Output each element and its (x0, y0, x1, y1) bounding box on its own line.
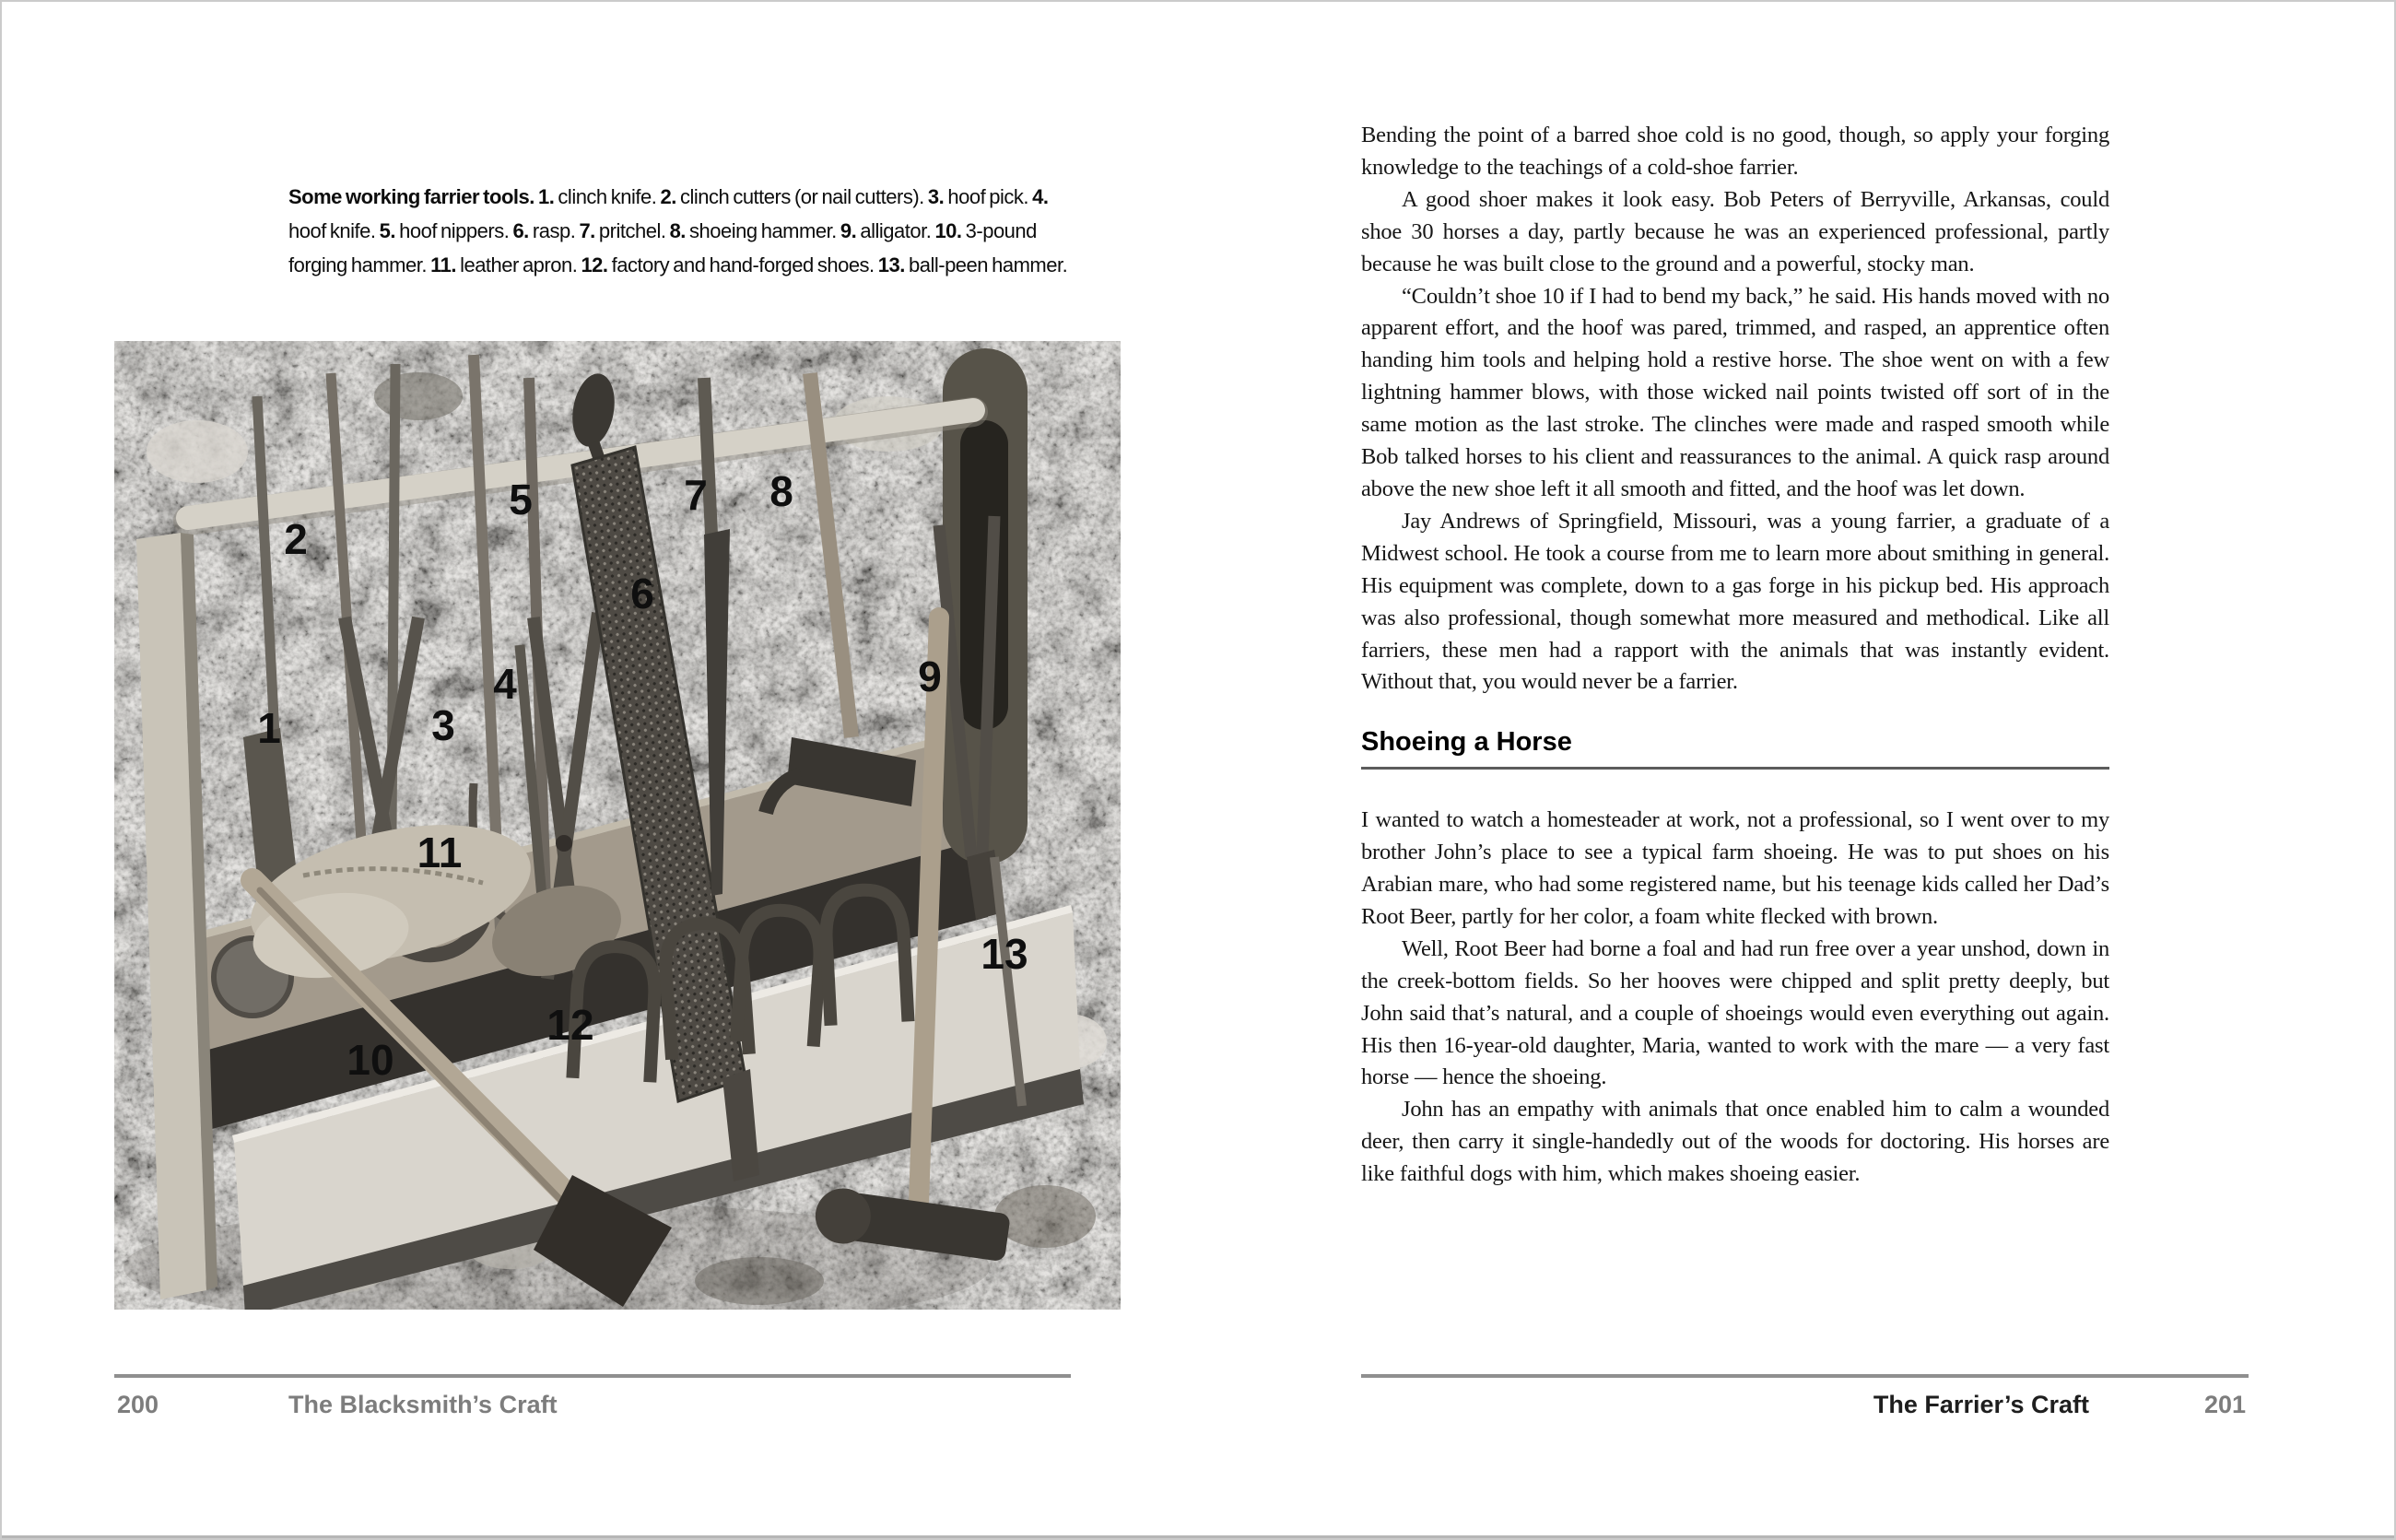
footer-rule-left (114, 1374, 1071, 1378)
caption-segment: factory and hand-forged shoes. (607, 253, 878, 276)
page-number-right: 201 (2203, 1391, 2246, 1418)
photo-label-7: 7 (684, 471, 708, 519)
photo-label-1: 1 (257, 704, 281, 752)
body-paragraph: I wanted to watch a homesteader at work, not a professional, so I went over to my brother John’s place to see a typical farm shoeing. He was to put shoes on his Arabian mare, who had some registered name, but his teenage kids called her Dad’s Root Beer, partly for her color, a foam white flecked with brown. (1361, 807, 2109, 929)
page-number-left: 200 (117, 1391, 159, 1418)
caption-bold-segment: 8. (669, 219, 686, 242)
caption-segment: leather apron. (455, 253, 581, 276)
caption-bold-segment: 9. (840, 219, 857, 242)
photo-label-5: 5 (509, 476, 533, 523)
caption-segment: alligator. (856, 219, 935, 242)
caption-segment: hoof nippers. (395, 219, 513, 242)
photo-caption (288, 180, 1074, 282)
photo-label-4: 4 (493, 660, 517, 708)
photo-label-12: 12 (546, 1001, 594, 1049)
caption-bold-segment: 10. (934, 219, 962, 242)
body-paragraph: “Couldn’t shoe 10 if I had to bend my back,” he said. His hands moved with no apparent effort, and the hoof was pared, trimmed, and rasped, an apprentice often handing him tools and helping hold a restive horse. The shoe went on with a few lightning hammer blows, with those wicked nail points twisted off sort of in the same motion as the last stroke. The clinches were made and rasped smooth while Bob talked horses to his client and reassurances to the animal. A quick rasp around above the new shoe left it all smooth and fitted, and the hoof was let down. (1361, 283, 2109, 501)
photo-label-13: 13 (981, 930, 1028, 978)
section-heading-rule (1361, 767, 2109, 770)
photo-label-11: 11 (417, 829, 463, 876)
caption-segment: clinch cutters (or nail cutters). (675, 185, 928, 208)
caption-segment: 3-pound forging hammer. (288, 219, 1037, 276)
caption-bold-segment: 1. (537, 185, 555, 208)
body-paragraph: Jay Andrews of Springfield, Missouri, was a young farrier, a graduate of a Midwest school. He took a course from me to learn more about smithing in general. His equipment was complete, down to a gas forge in his pickup bed. His approach was also professional, though somewhat more measured and methodical. Like all farriers, these men had a rapport with the animals that was instantly evident. Without that, you would never be a farrier. (1361, 508, 2109, 695)
photo-label-10: 10 (346, 1036, 394, 1084)
caption-bold-segment: 4. (1032, 185, 1049, 208)
caption-bold-segment: 12. (581, 253, 608, 276)
caption-segment: clinch knife. (554, 185, 661, 208)
photo-label-6: 6 (630, 570, 654, 617)
caption-segment: shoeing hammer. (685, 219, 840, 242)
caption-segment: pritchel. (594, 219, 670, 242)
caption-bold-segment: 5. (379, 219, 395, 242)
farrier-tools-photo (114, 341, 1121, 1310)
body-paragraph: John has an empathy with animals that once enabled him to calm a wounded deer, then carry it single-handedly out of the woods for doctoring. His horses are like faithful dogs with him, which makes shoeing easier. (1361, 1097, 2109, 1187)
caption-bold-segment: 3. (927, 185, 945, 208)
caption-bold-segment: 2. (660, 185, 676, 208)
photo-label-2: 2 (284, 515, 308, 563)
caption-bold-segment: 13. (877, 253, 905, 276)
farrier-tools-photo-art (114, 341, 1121, 1310)
body-paragraph: Well, Root Beer had borne a foal and had run free over a year unshod, down in the creek-bottom fields. So her hooves were chipped and split pretty deeply, but John said that’s natural, and a couple of shoeings would even everything out again. His then 16-year-old daughter, Maria, wanted to work with the mare — a very fast horse — hence the shoeing. (1361, 935, 2109, 1090)
footer-chapter-title: The Farrier’s Craft (1873, 1391, 2089, 1418)
caption-segment: ball-peen hammer. (904, 253, 1068, 276)
body-paragraph: A good shoer makes it look easy. Bob Peters of Berryville, Arkansas, could shoe 30 horses a day, partly because he was an experienced professional, partly because he was built close to the ground and a powerful, stocky man. (1361, 186, 2109, 276)
right-page-text-column (1361, 120, 2109, 1191)
caption-bold-segment: 6. (512, 219, 529, 242)
caption-segment: hoof knife. (288, 219, 380, 242)
body-paragraph: Bending the point of a barred shoe cold is no good, though, so apply your forging knowledge to the teachings of a cold-shoe farrier. (1361, 123, 2109, 180)
caption-bold-segment: 11. (430, 253, 456, 276)
caption-bold-segment: Some working farrier tools. (288, 185, 538, 208)
photo-label-3: 3 (431, 701, 455, 749)
section-heading: Shoeing a Horse (1361, 727, 1572, 758)
caption-bold-segment: 7. (579, 219, 595, 242)
caption-segment: rasp. (528, 219, 580, 242)
photo-label-8: 8 (769, 467, 793, 515)
photo-label-9: 9 (918, 652, 942, 700)
caption-segment: hoof pick. (944, 185, 1033, 208)
footer-rule-right (1361, 1374, 2249, 1378)
footer-book-title: The Blacksmith’s Craft (288, 1391, 558, 1418)
